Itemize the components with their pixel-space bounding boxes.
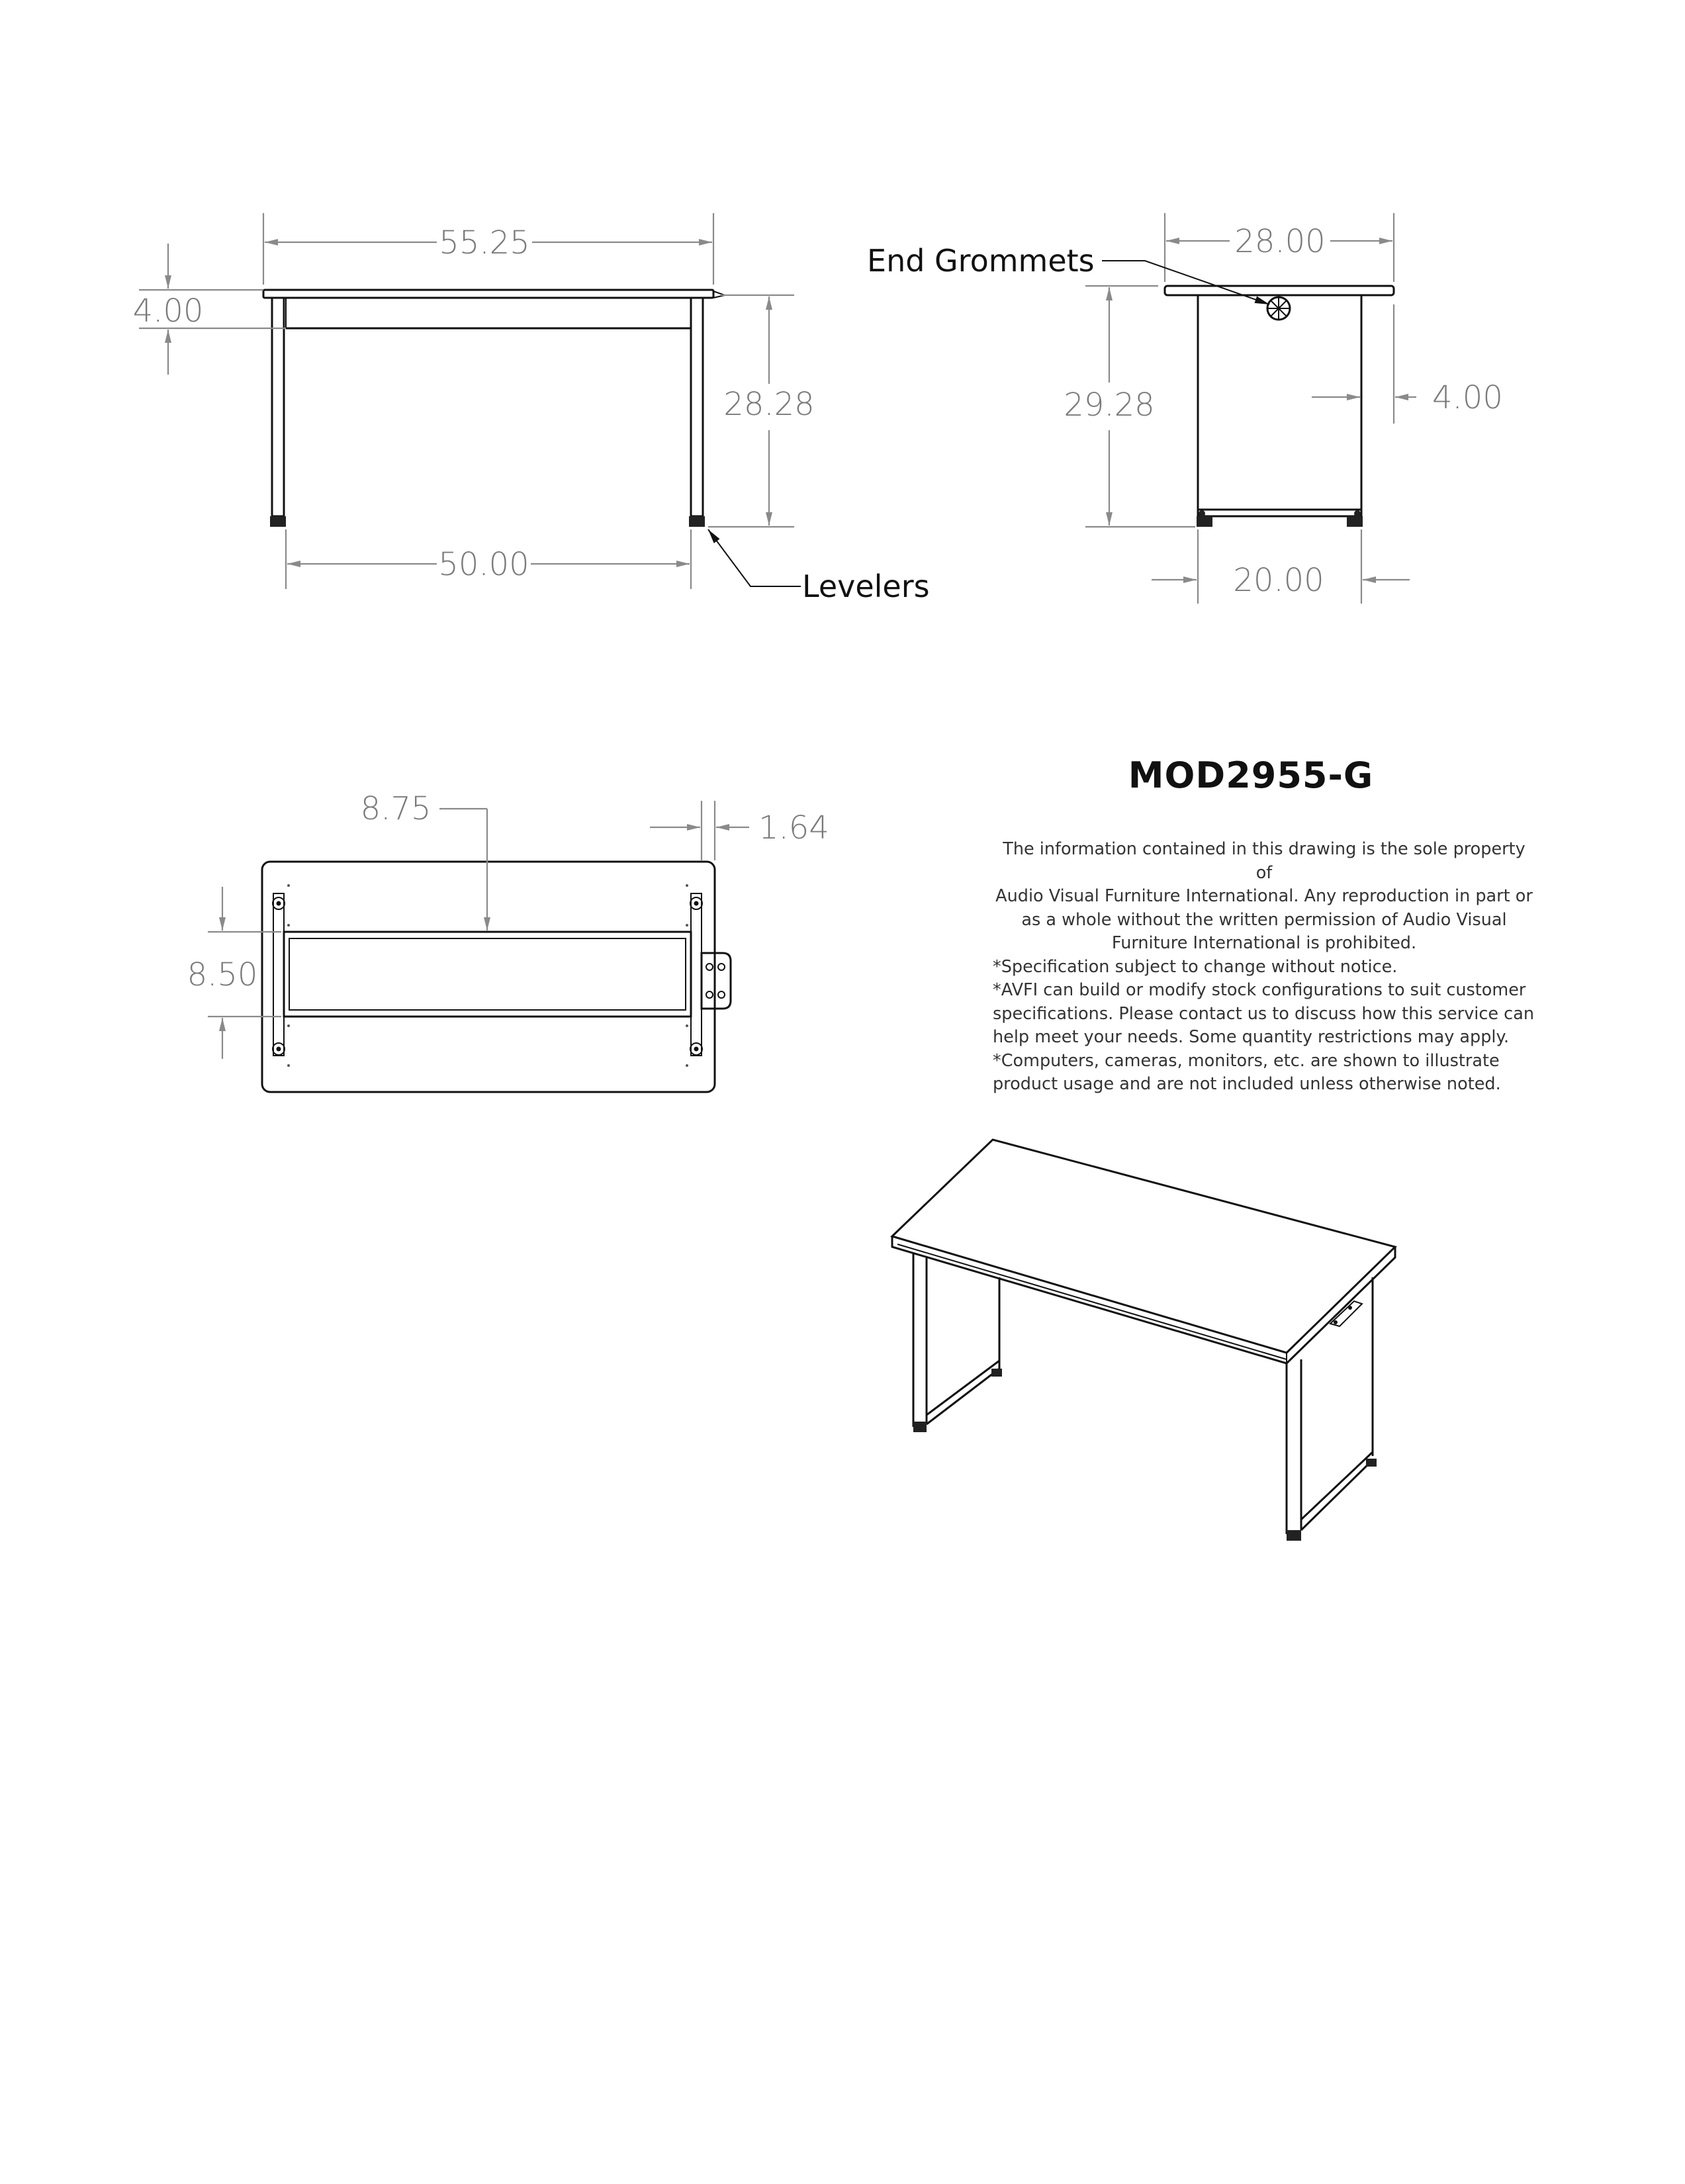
callout-levelers: Levelers (802, 569, 930, 604)
dim-front-top-height: 4.00 (132, 293, 204, 330)
display-line-1: *Computers, cameras, monitors, etc. are shown to illustrate (993, 1050, 1500, 1071)
property-line-2: Audio Visual Furniture International. Any reproduction in part or (995, 886, 1533, 906)
dim-front-leg-height: 28.28 (723, 386, 815, 423)
display-line-2: product usage and are not included unless otherwise noted. (993, 1074, 1501, 1094)
custom-line-3: help meet your needs. Some quantity restrictions may apply. (993, 1027, 1510, 1047)
property-line-4: Furniture International is prohibited. (1111, 933, 1417, 953)
custom-line-2: specifications. Please contact us to discuss how this service can (993, 1003, 1534, 1024)
top-view (187, 790, 829, 1092)
property-line-1: The information contained in this drawing is the sole property of (1003, 839, 1526, 883)
dim-front-leg-span: 50.00 (438, 546, 529, 583)
dim-top-beam-offset: 8.75 (360, 790, 432, 827)
property-line-3: as a whole without the written permission of Audio Visual (1021, 909, 1507, 930)
model-title: MOD2955-G (1128, 754, 1374, 796)
callout-end-grommets: End Grommets (867, 243, 1095, 279)
dim-top-beam-width: 8.50 (187, 956, 258, 993)
dim-side-base-depth: 20.00 (1233, 562, 1324, 599)
notes-block (993, 838, 1535, 1097)
side-view (867, 213, 1503, 604)
front-view (133, 213, 930, 604)
dim-front-overall-width: 55.25 (439, 224, 530, 261)
dim-side-overall-depth: 28.00 (1234, 223, 1326, 260)
dim-top-grommet-offset: 1.64 (758, 809, 829, 846)
isometric-view (892, 1140, 1395, 1541)
custom-line-1: *AVFI can build or modify stock configurations to suit customer (993, 980, 1526, 1000)
dim-side-overall-height: 29.28 (1064, 387, 1155, 424)
spec-note: *Specification subject to change without notice. (993, 956, 1398, 977)
dim-side-panel-offset: 4.00 (1432, 379, 1503, 416)
